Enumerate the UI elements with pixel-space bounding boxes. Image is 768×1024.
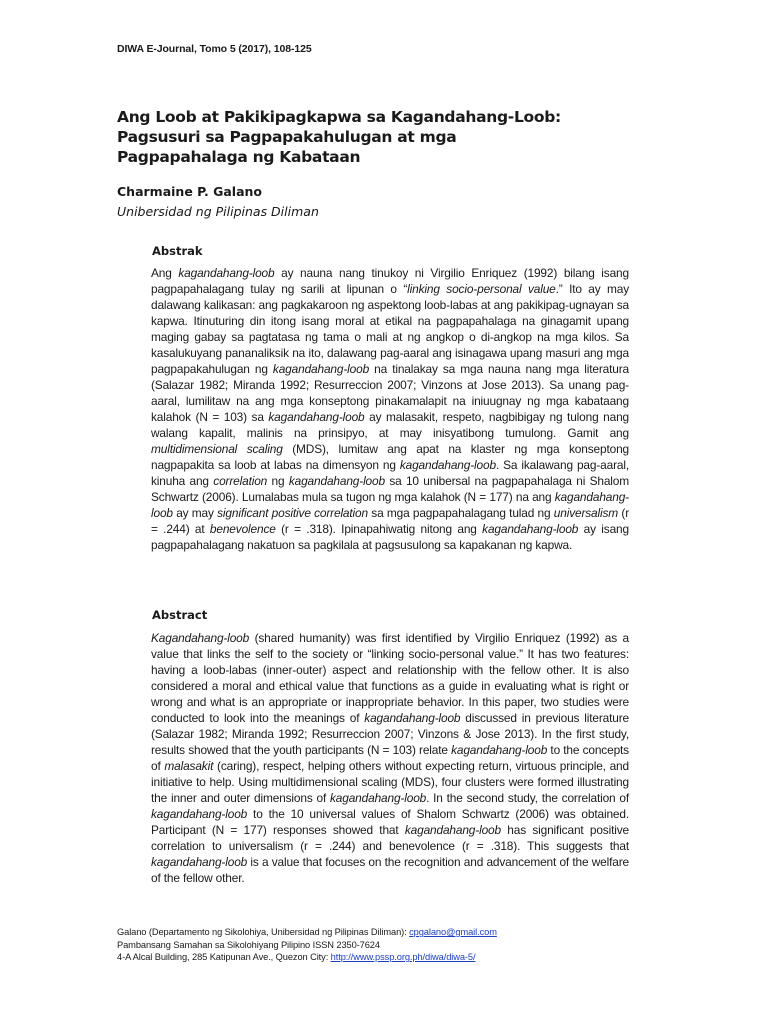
paper-title <box>117 107 677 167</box>
text-run: ay nauna nang tinukoy ni Virgilio Enriquez (1992) bilang isang pagpapahalagang tulay ng sarili at lipunan o “ <box>151 266 629 296</box>
text-run: discussed in previous literature (Salazar 1982; Miranda 1992; Resurreccion 2007; Vinzons & Jose 2013). In the first study, results showed that the youth participants (N = 103) relate <box>151 711 629 757</box>
abstract-body <box>151 630 629 886</box>
italic-term: kagandahang-loob <box>151 807 248 821</box>
italic-term: Kagandahang-loob <box>151 631 250 645</box>
footer-affiliation-text: Galano (Departamento ng Sikolohiya, Unibersidad ng Pilipinas Diliman): <box>117 927 410 937</box>
text-run: to the concepts of <box>151 743 629 773</box>
text-run: sa 10 unibersal na pagpapahalaga ni Shalom Schwartz (2006). Lumalabas mula sa tugon ng mga kalahok (N = 177) na ang <box>151 474 629 504</box>
italic-term: multidimensional scaling <box>151 442 283 456</box>
text-run: .” Ito ay may dalawang kalikasan: ang pagkakaroon ng aspektong loob-labas at ang pakikipag-ugnayan sa kapwa. Itinuturing din itong isang moral at etikal na pagpapahalaga na ginagamit upang maging gabay sa pagtatasa ng tama o mali at ng angkop o di-angkop na mga kilos. Sa kasalukuyang pananaliksik na ito, dalawang pag-aaral ang isinagawa upang masuri ang mga pagpapakahulugan ng <box>151 282 630 376</box>
italic-term: significant positive correlation <box>217 506 368 520</box>
footer-line-address <box>117 951 677 964</box>
text-run: ng <box>267 474 289 488</box>
italic-term: kagandahang-loob <box>288 474 385 488</box>
italic-term: kagandahang-loob <box>272 362 370 376</box>
page-footer <box>117 926 677 964</box>
email-link[interactable]: cpgalano@gmail.com <box>409 927 497 937</box>
text-run: ay may <box>172 506 218 520</box>
abstract-heading: Abstract <box>152 608 208 622</box>
italic-term: kagandahang-loob <box>178 266 275 280</box>
italic-term: malasakit <box>164 759 214 773</box>
footer-address-text: 4-A Alcal Building, 285 Katipunan Ave., Quezon City: <box>117 952 331 963</box>
text-run: Ang <box>151 266 179 280</box>
text-run: na tinalakay sa mga nauna nang mga literatura (Salazar 1982; Miranda 1992; Resurreccion 2007; Vinzons at Jose 2013). Sa unang pag-aaral, lumilitaw na ang mga konseptong pinakamalapit na iniuugnay ng mga kabataang kalahok (N = 103) sa <box>151 362 629 424</box>
text-run: sa mga pagpapahalagang tulad ng <box>367 506 554 520</box>
title-line: Pagsusuri sa Pagpapakahulugan at mga <box>117 128 457 146</box>
text-run: is a value that focuses on the recognition and advancement of the welfare of the fellow other. <box>151 855 629 885</box>
italic-term: kagandahang-loob <box>404 823 501 837</box>
text-run: . Sa ikalawang pag-aaral, kinuha ang <box>151 458 629 488</box>
author-name: Charmaine P. Galano <box>117 184 263 199</box>
text-run: (shared humanity) was first identified by Virgilio Enriquez (1992) as a value that links the self to the society or “linking socio-personal value.” It has two features: having a loob-labas (inner-outer) aspect and relationship with the fellow other. It is also considered a moral and ethical value that functions as a guide in evaluating what is right or wrong and what is an appropriate or inappropriate behavior. In this paper, two studies were conducted to look into the meanings of <box>151 631 629 725</box>
italic-term: kagandahang-loob <box>330 791 427 805</box>
text-run: to the 10 universal values of Shalom Schwartz (2006) was obtained. Participant (N = 177) responses showed that <box>151 807 629 837</box>
italic-term: linking socio-personal value <box>407 282 556 296</box>
journal-header: DIWA E-Journal, Tomo 5 (2017), 108-125 <box>117 43 312 55</box>
text-run: (r = .318). Ipinapahiwatig nitong ang <box>275 522 483 536</box>
italic-term: kagandahang-loob <box>482 522 579 536</box>
author-affiliation: Unibersidad ng Pilipinas Diliman <box>117 204 319 219</box>
text-run: (r = .244) at <box>151 506 630 536</box>
title-line: Pagpapahalaga ng Kabataan <box>117 148 361 166</box>
text-run: ay malasakit, respeto, nagbibigay ng tulong nang walang kapalit, malinis na prinsipyo, at may inisyatibong tumulong. Gamit ang <box>151 410 629 440</box>
text-run: (MDS), lumitaw ang apat na klaster ng mga konseptong nagpapakita sa loob at labas na dimensyon ng <box>151 442 629 472</box>
italic-term: universalism <box>553 506 619 520</box>
abstrak-body <box>151 265 629 553</box>
footer-line-issn: Pambansang Samahan sa Sikolohiyang Pilipino ISSN 2350-7624 <box>117 939 380 950</box>
italic-term: kagandahang-loob <box>364 711 461 725</box>
italic-term: correlation <box>213 474 268 488</box>
italic-term: kagandahang-loob <box>399 458 496 472</box>
abstrak-heading: Abstrak <box>152 244 203 258</box>
italic-term: kagandahang-loob <box>151 855 248 869</box>
italic-term: kagandahang-loob <box>268 410 365 424</box>
text-run: (caring), respect, helping others without expecting return, virtuous principle, and initiative to help. Using multidimensional scaling (MDS), four clusters were formed illustrating the inner and outer dimensions of <box>151 759 629 805</box>
journal-url-link[interactable]: http://www.pssp.org.ph/diwa/diwa-5/ <box>330 952 476 963</box>
italic-term: kagandahang-loob <box>151 490 629 520</box>
text-run: ay isang pagpapahalagang nakatuon sa pagkilala at pagsusulong sa kapakanan ng kapwa. <box>151 522 629 552</box>
title-line: Ang Loob at Pakikipagkapwa sa Kagandahang-Loob: <box>117 108 561 126</box>
text-run: has significant positive correlation to universalism (r = .244) and benevolence (r = .318). This suggests that <box>151 823 629 853</box>
footer-line-affiliation <box>117 926 677 939</box>
text-run: . In the second study, the correlation of <box>426 791 630 805</box>
italic-term: kagandahang-loob <box>451 743 548 757</box>
italic-term: benevolence <box>209 522 276 536</box>
